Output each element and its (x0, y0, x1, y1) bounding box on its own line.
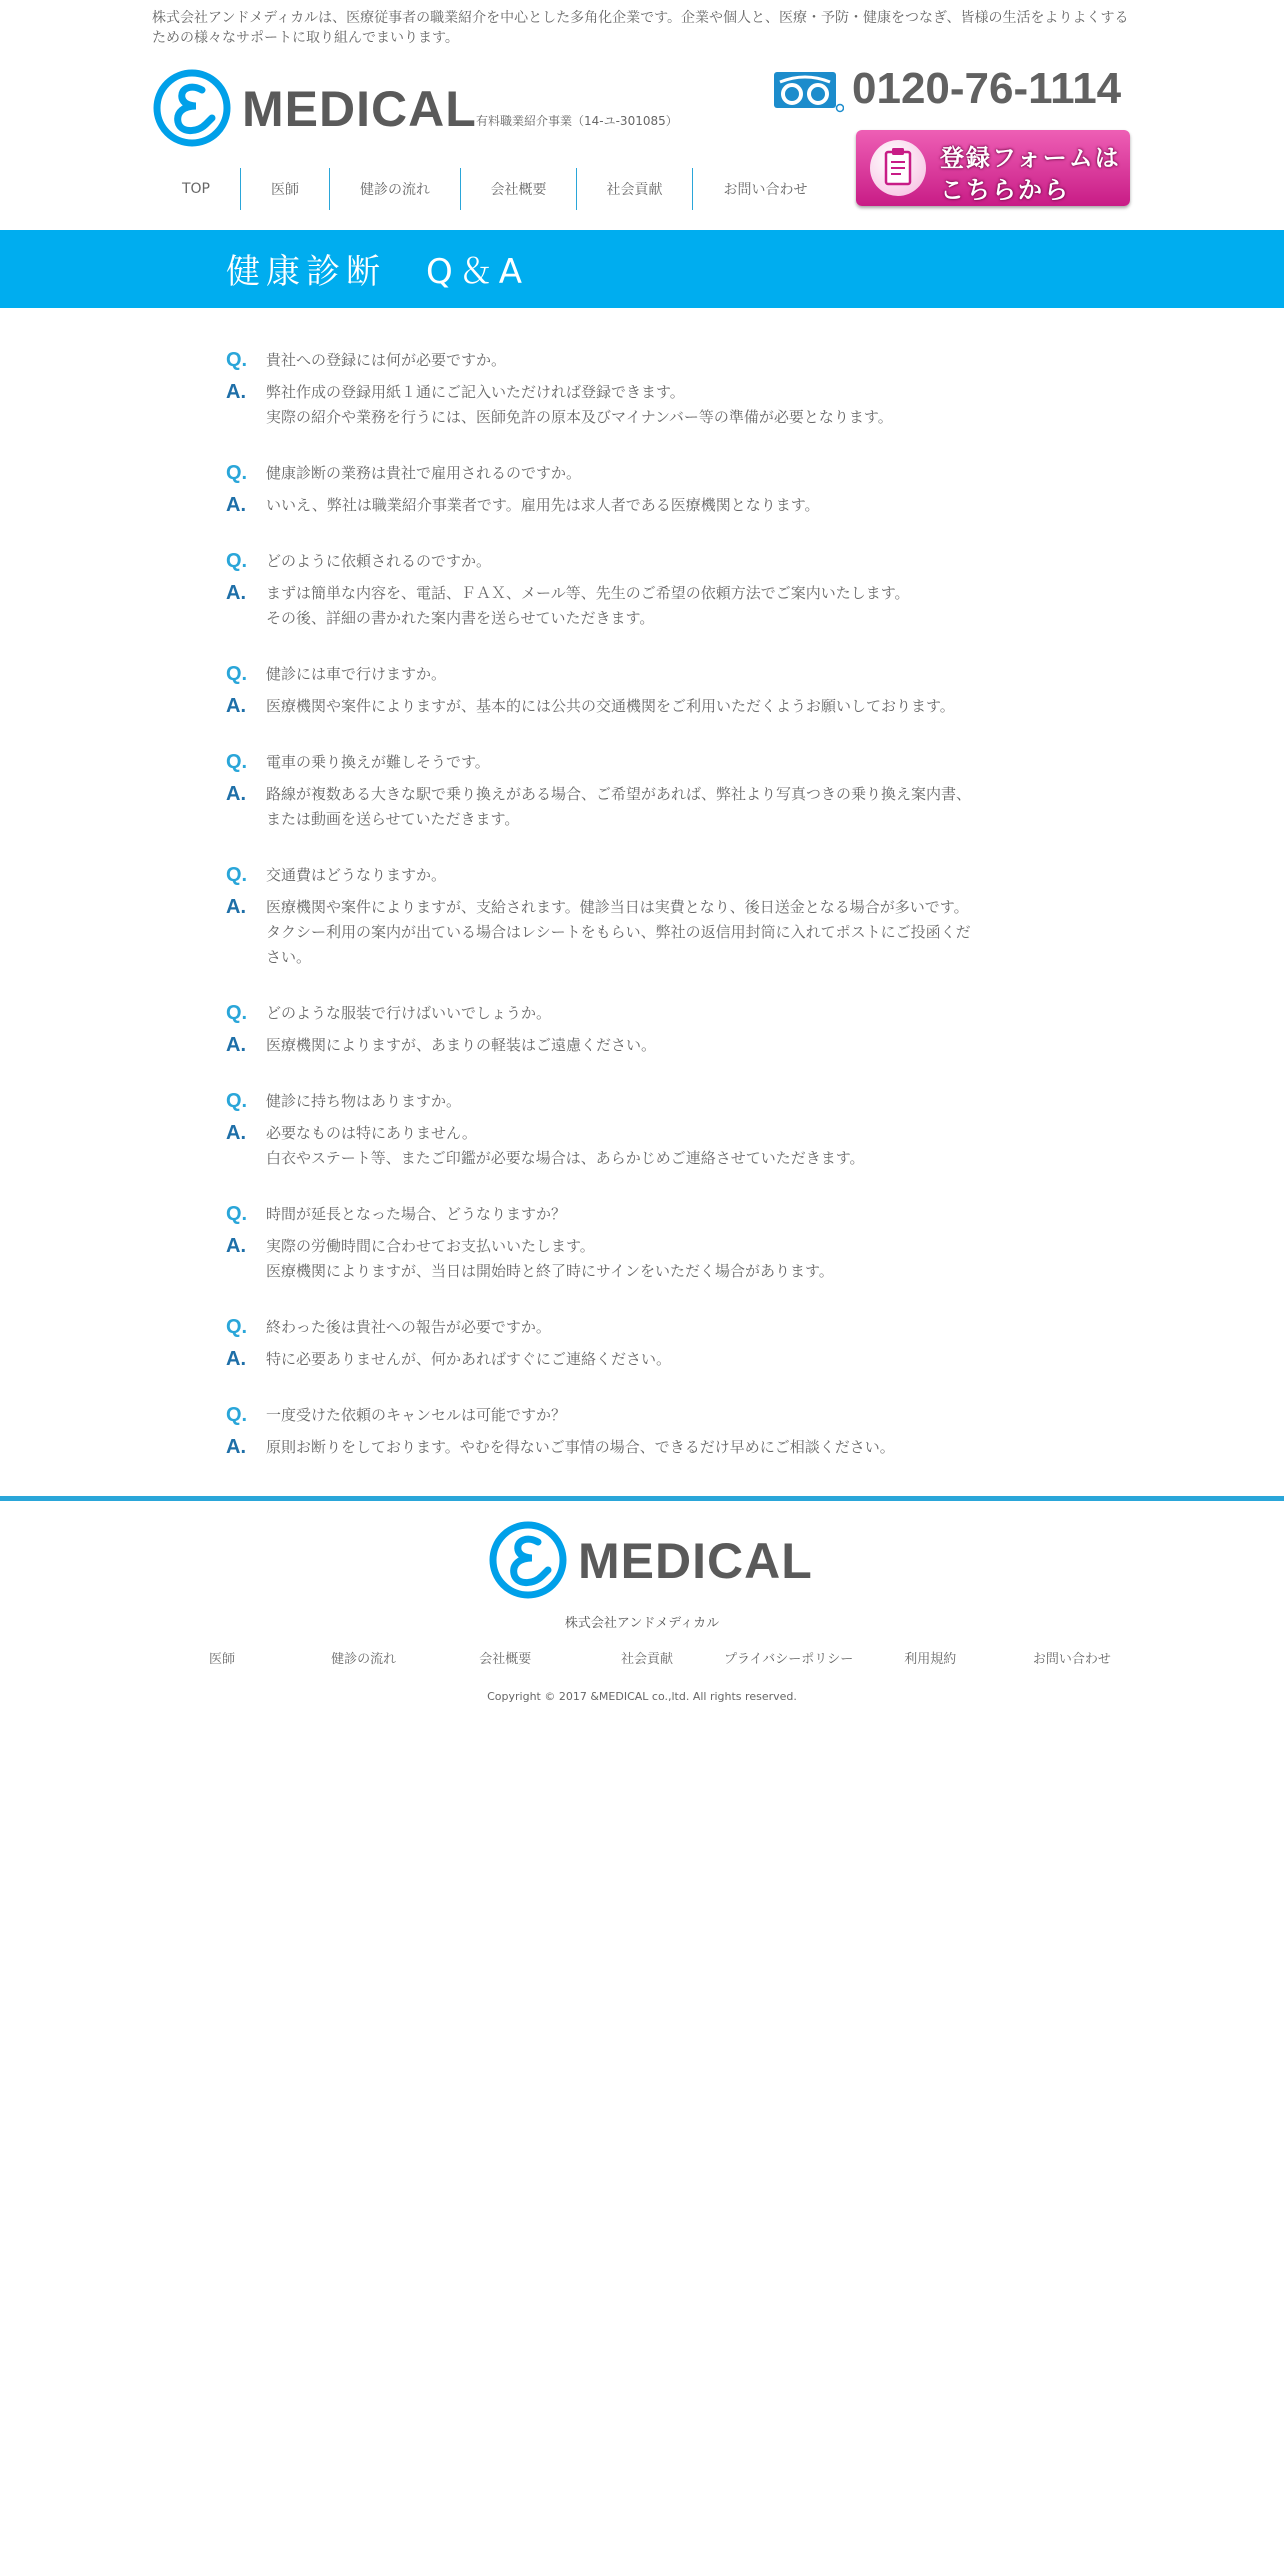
answer-mark: A. (226, 494, 246, 516)
answer-line: さい。 (266, 948, 312, 966)
answer-text (266, 380, 893, 430)
intro-text: 株式会社アンドメディカルは、医療従事者の職業紹介を中心とした多角化企業です。企業や個人と、医療・予防・健康をつなぎ、皆様の生活をよりよくするための様々なサポートに取り組んでまいります。 (152, 10, 1129, 46)
answer-line: 医療機関や案件によりますが、基本的には公共の交通機関をご利用いただくようお願いしております。 (266, 697, 955, 715)
answer-text (266, 1347, 671, 1372)
page-banner (0, 230, 1284, 308)
question-mark: Q. (226, 751, 248, 773)
question-text: 貴社への登録には何が必要ですか。 (266, 351, 507, 369)
answer-line: 必要なものは特にありません。 (266, 1124, 477, 1142)
footer-nav-social[interactable]: 社会貢献 (620, 1652, 673, 1667)
nav-item-social[interactable]: 社会貢献 (576, 168, 692, 210)
register-label-2: こちらから (940, 176, 1070, 204)
logo-text: MEDICAL (242, 81, 477, 137)
answer-line: 実際の紹介や業務を行うには、医師免許の原本及びマイナンバー等の準備が必要となります。 (266, 408, 893, 426)
answer-text (266, 581, 910, 631)
footer-divider (0, 1496, 1284, 1501)
answer-mark: A. (226, 783, 246, 805)
question-text: 電車の乗り換えが難しそうです。 (266, 753, 490, 771)
question-text: 交通費はどうなりますか。 (266, 866, 447, 884)
answer-line: 医療機関によりますが、あまりの軽装はご遠慮ください。 (266, 1036, 657, 1054)
footer-logo-text: MEDICAL (578, 1533, 813, 1589)
footer-nav (152, 1648, 1142, 1667)
answer-mark: A. (226, 1348, 246, 1370)
question-mark: Q. (226, 550, 248, 572)
site-logo[interactable] (152, 68, 477, 148)
question-text: 一度受けた依頼のキャンセルは可能ですか？ (266, 1406, 567, 1424)
answer-line: 路線が複数ある大きな駅で乗り換えがある場合、ご希望があれば、弊社より写真つきの乗り換え案内書、 (266, 785, 972, 803)
qa-item (226, 863, 1086, 970)
question-mark: Q. (226, 1404, 248, 1426)
answer-text (266, 1033, 656, 1058)
answer-line: 原則お断りをしております。やむを得ないご事情の場合、できるだけ早めにご相談ください。 (266, 1438, 895, 1456)
question-mark: Q. (226, 1002, 248, 1024)
footer-nav-flow[interactable]: 健診の流れ (331, 1652, 397, 1667)
register-label-1: 登録フォームは (940, 144, 1121, 172)
qa-item (226, 1403, 1086, 1460)
qa-item (226, 461, 1086, 518)
answer-line: いいえ、弊社は職業紹介事業者です。雇用先は求人者である医療機関となります。 (266, 496, 820, 514)
copyright: Copyright © 2017 &MEDICAL co.,ltd. All rights reserved. (487, 1690, 797, 1703)
nav-item-company[interactable]: 会社概要 (460, 168, 576, 210)
nav-item-flow[interactable]: 健診の流れ (329, 168, 460, 210)
answer-line: または動画を送らせていただきます。 (266, 810, 520, 828)
nav-item-top[interactable]: TOP (181, 181, 210, 197)
question-text: どのような服装で行けばいいでしょうか。 (266, 1004, 552, 1022)
answer-mark: A. (226, 1122, 246, 1144)
question-text: 健診に持ち物はありますか。 (266, 1092, 462, 1110)
answer-text (266, 895, 971, 970)
answer-text (266, 694, 955, 719)
answer-text (266, 493, 820, 518)
answer-mark: A. (226, 695, 246, 717)
question-mark: Q. (226, 1090, 248, 1112)
answer-line: 実際の労働時間に合わせてお支払いいたします。 (266, 1237, 595, 1255)
nav-item-contact[interactable]: お問い合わせ (692, 168, 838, 210)
answer-line: まずは簡単な内容を、電話、ＦＡＸ、メール等、先生のご希望の依頼方法でご案内いたします。 (266, 584, 910, 602)
main-nav (152, 168, 838, 210)
question-mark: Q. (226, 349, 248, 371)
question-mark: Q. (226, 663, 248, 685)
qa-item (226, 662, 1086, 719)
question-text: どのように依頼されるのですか。 (266, 552, 492, 570)
nav-item-doctor[interactable]: 医師 (240, 168, 329, 210)
footer-nav-contact[interactable]: お問い合わせ (1032, 1652, 1111, 1667)
question-mark: Q. (226, 1316, 248, 1338)
clipboard-icon (870, 140, 926, 196)
answer-mark: A. (226, 1436, 246, 1458)
answer-line: タクシー利用の案内が出ている場合はレシートをもらい、弊社の返信用封筒に入れてポストにご投函くだ (266, 923, 971, 941)
answer-line: 白衣やステート等、またご印鑑が必要な場合は、あらかじめご連絡させていただきます。 (266, 1149, 865, 1167)
answer-line: 医療機関によりますが、当日は開始時と終了時にサインをいただく場合があります。 (266, 1262, 834, 1280)
question-text: 健診には車で行けますか。 (266, 665, 447, 683)
qa-item (226, 1315, 1086, 1372)
question-mark: Q. (226, 864, 248, 886)
answer-line: 特に必要ありませんが、何かあればすぐにご連絡ください。 (266, 1350, 672, 1368)
qa-item (226, 750, 1086, 832)
qa-item (226, 1089, 1086, 1171)
register-form-button[interactable] (856, 130, 1130, 206)
answer-mark: A. (226, 381, 246, 403)
phone-number[interactable]: 0120-76-1114 (852, 64, 1122, 113)
answer-text (266, 1121, 865, 1171)
freedial-icon (774, 72, 844, 112)
footer-nav-terms[interactable]: 利用規約 (904, 1652, 957, 1667)
footer-company-name: 株式会社アンドメディカル (564, 1616, 720, 1631)
answer-text (266, 1435, 895, 1460)
page-title: 健康診断 Q＆A (226, 252, 529, 292)
answer-mark: A. (226, 582, 246, 604)
question-text: 健康診断の業務は貴社で雇用されるのですか。 (266, 464, 582, 482)
answer-mark: A. (226, 1034, 246, 1056)
question-text: 時間が延長となった場合、どうなりますか？ (266, 1205, 567, 1223)
answer-mark: A. (226, 896, 246, 918)
answer-line: 弊社作成の登録用紙１通にご記入いただければ登録できます。 (266, 383, 685, 401)
footer-logo[interactable] (488, 1520, 813, 1602)
license-number: 有料職業紹介事業（14-ユ-301085） (476, 114, 678, 128)
question-mark: Q. (226, 462, 248, 484)
ampersand-logo-icon (488, 1520, 568, 1600)
footer-nav-company[interactable]: 会社概要 (479, 1652, 532, 1667)
qa-item (226, 1202, 1086, 1284)
footer-nav-doctor[interactable]: 医師 (208, 1652, 235, 1667)
footer-nav-privacy[interactable]: プライバシーポリシー (723, 1652, 854, 1667)
ampersand-logo-icon (152, 68, 232, 148)
qa-item (226, 348, 1086, 430)
question-mark: Q. (226, 1203, 248, 1225)
answer-line: 医療機関や案件によりますが、支給されます。健診当日は実費となり、後日送金となる場合が多いです。 (266, 898, 969, 916)
question-text: 終わった後は貴社への報告が必要ですか。 (266, 1318, 551, 1336)
qa-item (226, 549, 1086, 631)
answer-line: その後、詳細の書かれた案内書を送らせていただきます。 (266, 609, 655, 627)
answer-text (266, 1234, 834, 1284)
qa-list (226, 348, 1086, 1491)
answer-text (266, 782, 971, 832)
qa-item (226, 1001, 1086, 1058)
answer-mark: A. (226, 1235, 246, 1257)
